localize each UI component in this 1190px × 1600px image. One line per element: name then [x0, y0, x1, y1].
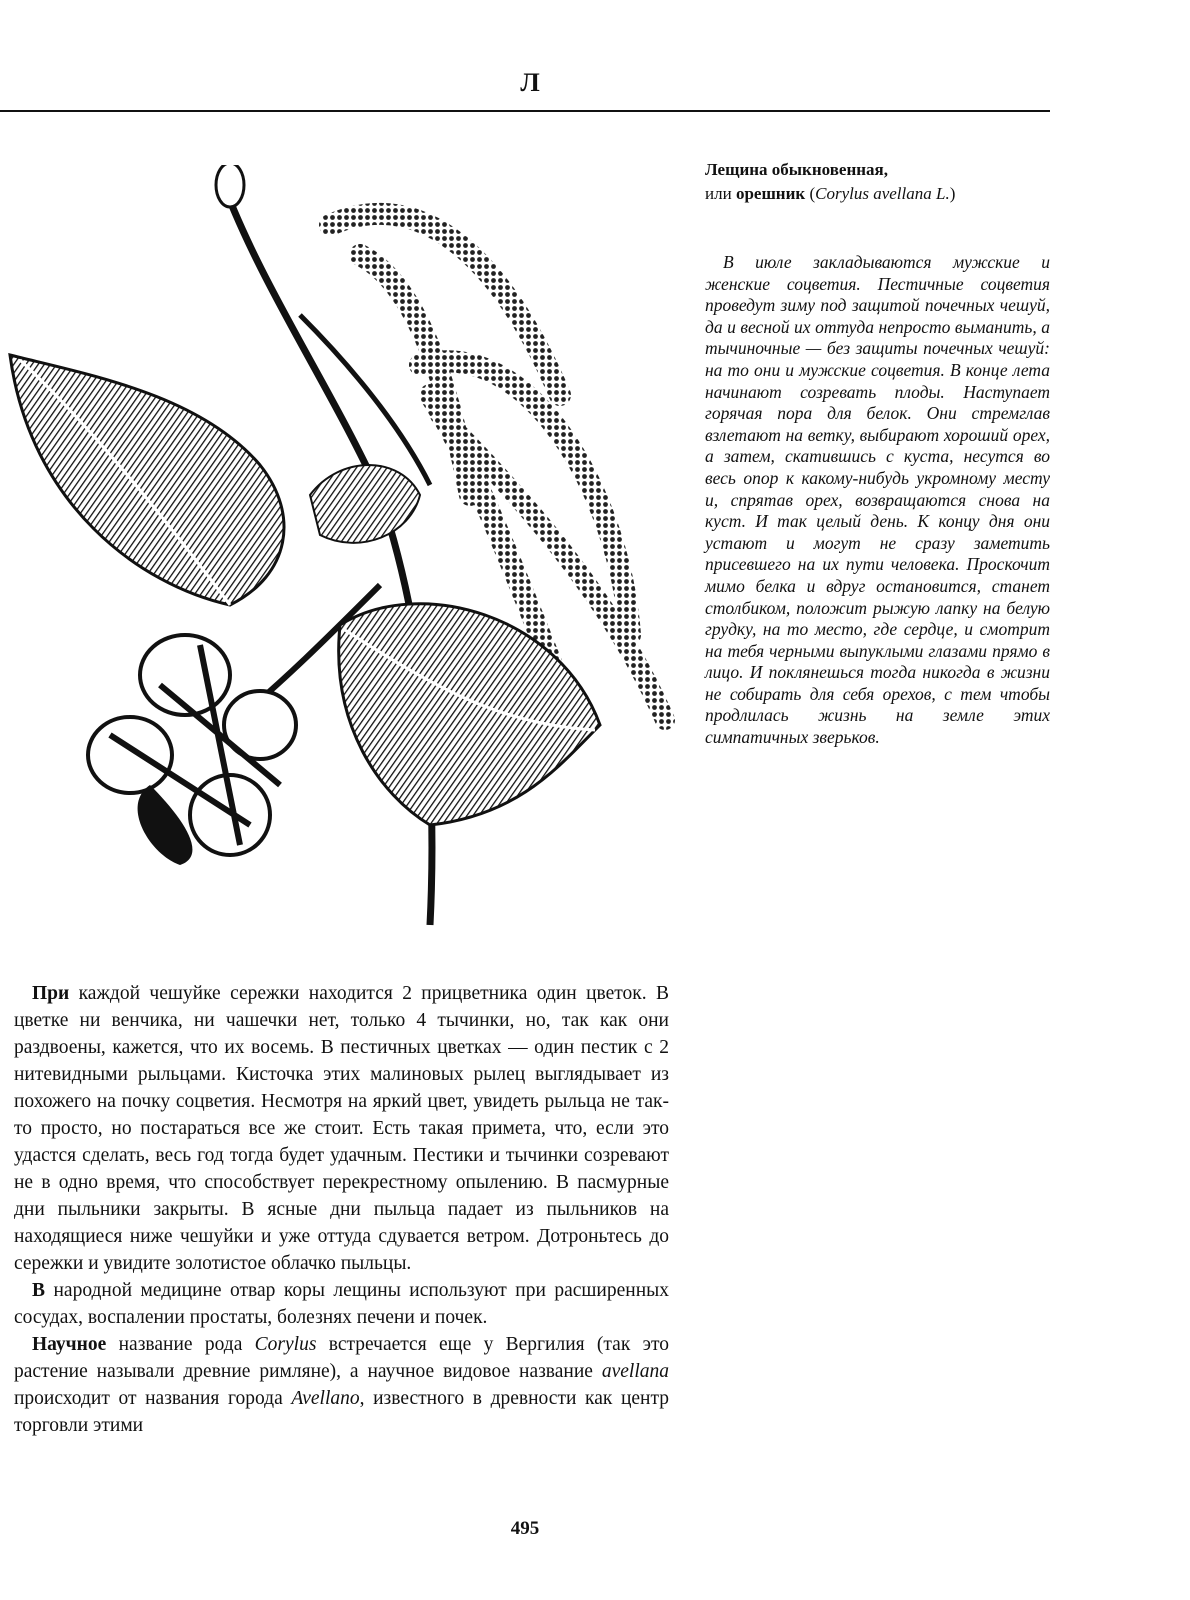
lead-word: Научное: [32, 1334, 107, 1355]
hazel-branch-illustration: [0, 165, 700, 940]
genus-name: Corylus: [254, 1334, 317, 1355]
plant-name: Лещина обыкновенная,: [705, 160, 888, 179]
lead-word: В: [32, 1280, 46, 1301]
bud: [216, 165, 244, 207]
hazelnut-cluster: [88, 635, 296, 865]
paragraph-pollination: [14, 980, 669, 1277]
section-letter: Л: [520, 68, 540, 97]
sidebar-article: [705, 158, 1050, 749]
species-name: avellana: [601, 1361, 669, 1382]
latin-open: (: [805, 184, 816, 203]
paragraph-text: встречается еще у Вергилия (так это растение называли древние римляне), а научное видовое название: [14, 1334, 669, 1382]
city-name: Avellano: [291, 1388, 360, 1409]
latin-name: Corylus avellana L.: [815, 184, 950, 203]
essay-text: В июле закладываются мужские и женские соцветия. Пестичные соцветия проведут зиму под защитой почечных чешуй, да и весной их оттуда непросто выманить, а тычиночные — без защиты почечных чешуй: на то они и мужские соцветия. В конце лета начинают созревать плоды. Наступает горячая пора для белок. Они стремглав взлетают на ветку, выбирают хороший орех, а затем, скатившись с куста, несутся во весь опор к какому-нибудь укромному месту и, спрятав орех, возвращаются снова на куст. И так целый день. К концу дня они устают и могут не сразу заметить присевшего на их пути человека. Проскочит мимо белка и вдруг остановится, станет столбиком, положит рыжую лапку на белую грудку, на то место, где сердце, и смотрит на тебя черными выпуклыми глазами прямо в лицо. И поклянешься тогда никогда в жизни не собирать для себя орехов, с тем чтобы продлилась жизнь на земле этих симпатичных зверьков.: [705, 252, 1050, 748]
page-number: 495: [510, 1518, 540, 1539]
leaf: [310, 465, 420, 543]
lead-word: При: [32, 983, 70, 1004]
leaf: [339, 604, 600, 825]
main-body-text: [14, 980, 669, 1439]
paragraph-text: народной медицине отвар коры лещины используют при расширенных сосудах, воспалении простаты, болезнях печени и почек.: [14, 1280, 669, 1328]
paragraph-text: название рода: [106, 1334, 255, 1355]
header-rule: [0, 110, 1050, 112]
paragraph-text: каждой чешуйке сережки находится 2 прицветника один цветок. В цветке ни венчика, ни чашечки нет, только 4 тычинки, но, так как они раздвоены, кажется, что их восемь. В пестичных цветках — один пестик с 2 нитевидными рыльцами. Кисточка этих малиновых рылец выглядывает из похожего на почку соцветия. Несмотря на яркий цвет, увидеть рыльца не так-то просто, но постараться все же стоит. Есть такая примета, что, если это удастся сделать, весь год тогда будет удачным. Пестики и тычинки созревают не в одно время, что способствует перекрестному опылению. В пасмурные дни пыльники закрыты. В ясные дни пыльца падает из пыльников на находящиеся ниже чешуйки и уже оттуда сдувается ветром. Дотроньтесь до сережки и увидите золотистое облачко пыльцы.: [14, 983, 669, 1274]
paragraph-text: происходит от названия города: [14, 1388, 292, 1409]
paragraph-text: , известного в древности как центр торговли этими: [14, 1388, 669, 1436]
latin-close: ): [949, 184, 956, 203]
paragraph-etymology: [14, 1331, 669, 1439]
alt-prefix: или: [705, 184, 736, 203]
paragraph-medicine: [14, 1277, 669, 1331]
plant-alt-name-line: [705, 182, 1050, 206]
alt-name: орешник: [735, 184, 806, 203]
